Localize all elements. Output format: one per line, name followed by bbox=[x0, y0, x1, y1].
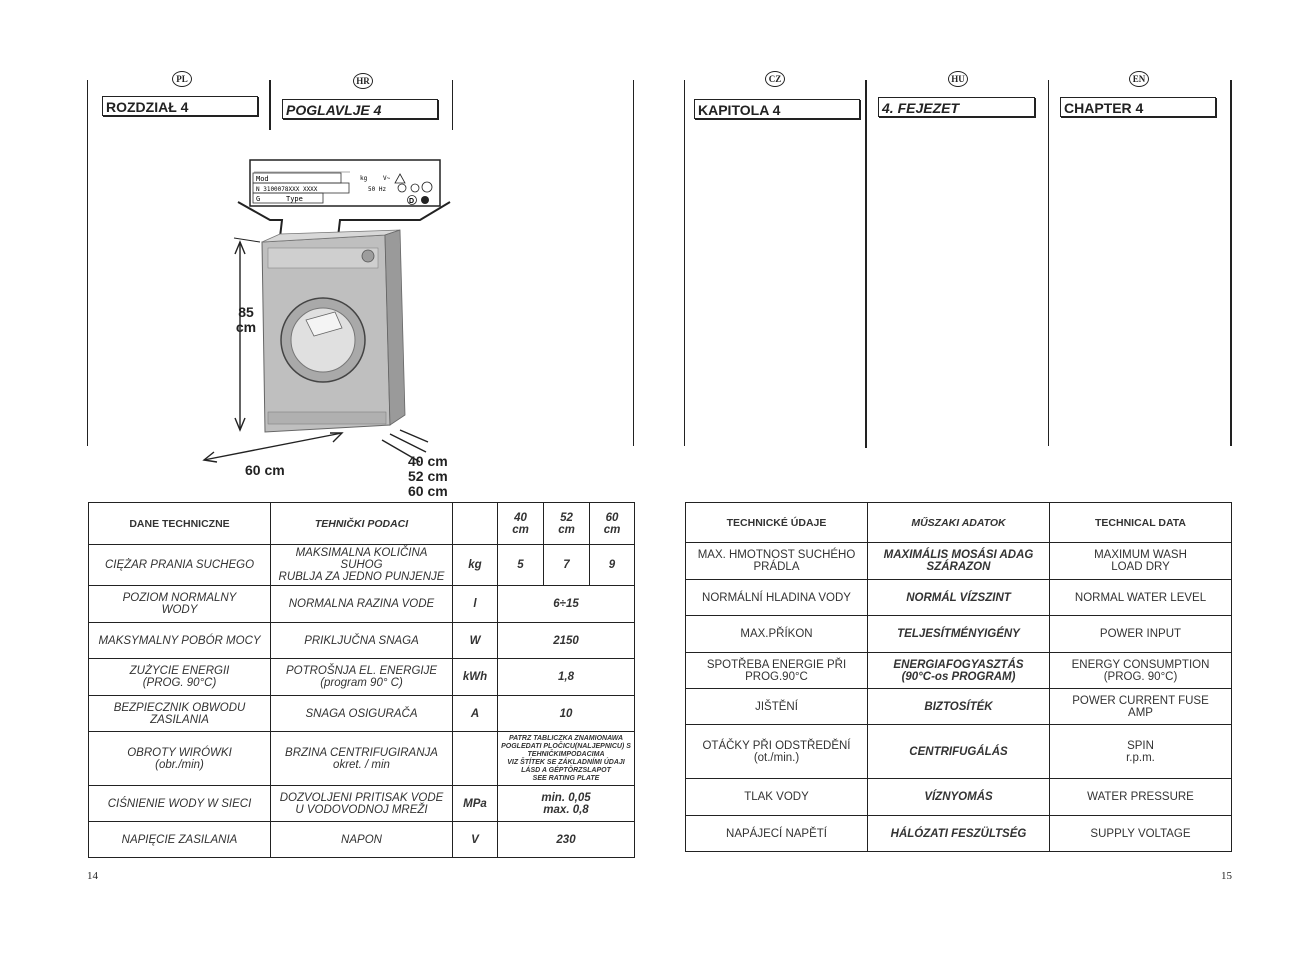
cell-hu: CENTRIFUGÁLÁS bbox=[868, 725, 1050, 779]
cell-value: 7 bbox=[544, 545, 590, 586]
table-header-row bbox=[686, 503, 1232, 543]
cell-hu: ENERGIAFOGYASZTÁS (90°C-os PROGRAM) bbox=[868, 653, 1050, 689]
chapter-heading-hr: POGLAVLJE 4 bbox=[282, 99, 438, 119]
cell-en: NORMAL WATER LEVEL bbox=[1050, 580, 1232, 616]
cell-unit: A bbox=[453, 696, 498, 732]
depth-52: 52 cm bbox=[408, 468, 448, 484]
cell-unit: kg bbox=[453, 545, 498, 586]
cell-cz: NAPÁJECÍ NAPĚTÍ bbox=[686, 816, 868, 852]
header-pl: DANE TECHNICZNE bbox=[89, 503, 271, 545]
table-row bbox=[686, 653, 1232, 689]
header-cz: TECHNICKÉ ÚDAJE bbox=[686, 503, 868, 543]
cell-hu: HÁLÓZATI FESZÜLTSÉG bbox=[868, 816, 1050, 852]
column-rule bbox=[452, 80, 453, 130]
table-row bbox=[89, 659, 635, 696]
plate-hz: 50 Hz bbox=[368, 186, 387, 193]
washing-machine-illustration bbox=[190, 150, 470, 480]
column-rule bbox=[269, 80, 271, 130]
column-rule bbox=[87, 80, 88, 446]
cell-unit: l bbox=[453, 586, 498, 623]
cell-pl: BEZPIECZNIK OBWODU ZASILANIA bbox=[89, 696, 271, 732]
cell-value: 6÷15 bbox=[498, 586, 635, 623]
table-row bbox=[686, 725, 1232, 779]
plate-d-mark: D bbox=[409, 198, 415, 205]
cell-pl: CIŚNIENIE WODY W SIECI bbox=[89, 786, 271, 822]
cell-value: 10 bbox=[498, 696, 635, 732]
cell-en: POWER INPUT bbox=[1050, 616, 1232, 653]
table-row bbox=[89, 822, 635, 858]
cell-cz: MAX.PŘÍKON bbox=[686, 616, 868, 653]
cell-hu: TELJESÍTMÉNYIGÉNY bbox=[868, 616, 1050, 653]
plate-voltage: V~ bbox=[383, 175, 391, 182]
cell-pl: ZUŻYCIE ENERGII (PROG. 90°C) bbox=[89, 659, 271, 696]
cell-hr: DOZVOLJENI PRITISAK VODE U VODOVODNOJ MREŽI bbox=[271, 786, 453, 822]
table-row bbox=[686, 580, 1232, 616]
certification-mark-icon bbox=[422, 182, 432, 192]
cell-en: WATER PRESSURE bbox=[1050, 779, 1232, 816]
table-row bbox=[89, 623, 635, 659]
cell-value: 2150 bbox=[498, 623, 635, 659]
column-rule bbox=[865, 80, 867, 448]
header-40cm: 40 cm bbox=[498, 503, 544, 545]
cell-hr: SNAGA OSIGURAČA bbox=[271, 696, 453, 732]
cell-hr: NAPON bbox=[271, 822, 453, 858]
table-row bbox=[89, 696, 635, 732]
header-en: TECHNICAL DATA bbox=[1050, 503, 1232, 543]
lang-badge-hu: HU bbox=[948, 71, 968, 87]
header-unit bbox=[453, 503, 498, 545]
cell-hu: BIZTOSÍTÉK bbox=[868, 689, 1050, 725]
cell-value: 1,8 bbox=[498, 659, 635, 696]
cell-hr: MAKSIMALNA KOLIČINA SUHOG RUBLJA ZA JEDNO PUNJENJE bbox=[271, 545, 453, 586]
cell-unit: kWh bbox=[453, 659, 498, 696]
plate-type: Type bbox=[286, 195, 303, 203]
cell-hr: NORMALNA RAZINA VODE bbox=[271, 586, 453, 623]
cell-cz: TLAK VODY bbox=[686, 779, 868, 816]
cell-hr: PRIKLJUČNA SNAGA bbox=[271, 623, 453, 659]
header-hr: TEHNIČKI PODACI bbox=[271, 503, 453, 545]
cell-pl: OBROTY WIRÓWKI (obr./min) bbox=[89, 732, 271, 786]
plate-kg: kg bbox=[360, 175, 368, 182]
header-52cm: 52 cm bbox=[544, 503, 590, 545]
depth-dimensions bbox=[408, 454, 448, 499]
header-60cm: 60 cm bbox=[590, 503, 635, 545]
table-row bbox=[89, 732, 635, 786]
cell-hu: NORMÁL VÍZSZINT bbox=[868, 580, 1050, 616]
cell-value: 9 bbox=[590, 545, 635, 586]
plate-mod: Mod bbox=[256, 175, 269, 183]
cell-cz: JIŠTĚNÍ bbox=[686, 689, 868, 725]
chapter-heading-en: CHAPTER 4 bbox=[1060, 97, 1216, 117]
chapter-heading-pl: ROZDZIAŁ 4 bbox=[102, 96, 258, 116]
table-row bbox=[686, 816, 1232, 852]
cell-cz: NORMÁLNÍ HLADINA VODY bbox=[686, 580, 868, 616]
lang-badge-hr: HR bbox=[353, 73, 373, 89]
cell-hu: MAXIMÁLIS MOSÁSI ADAG SZÁRAZON bbox=[868, 543, 1050, 580]
table-row bbox=[89, 586, 635, 623]
cell-cz: MAX. HMOTNOST SUCHÉHO PRÁDLA bbox=[686, 543, 868, 580]
cell-value: min. 0,05 max. 0,8 bbox=[498, 786, 635, 822]
cell-value: 5 bbox=[498, 545, 544, 586]
cell-hr: BRZINA CENTRIFUGIRANJA okret. / min bbox=[271, 732, 453, 786]
chapter-heading-cz: KAPITOLA 4 bbox=[694, 99, 860, 119]
cell-en: SUPPLY VOLTAGE bbox=[1050, 816, 1232, 852]
cell-cz: SPOTŘEBA ENERGIE PŘI PROG.90°C bbox=[686, 653, 868, 689]
cell-pl: MAKSYMALNY POBÓR MOCY bbox=[89, 623, 271, 659]
table-row bbox=[89, 786, 635, 822]
table-row bbox=[686, 616, 1232, 653]
cell-value: 230 bbox=[498, 822, 635, 858]
technical-data-table-cz-hu-en bbox=[685, 502, 1232, 852]
technical-data-table-pl-hr bbox=[88, 502, 635, 858]
cell-en: POWER CURRENT FUSE AMP bbox=[1050, 689, 1232, 725]
lang-badge-cz: CZ bbox=[765, 71, 785, 87]
cell-en: MAXIMUM WASH LOAD DRY bbox=[1050, 543, 1232, 580]
lang-badge-en: EN bbox=[1129, 71, 1149, 87]
plate-g: G bbox=[256, 195, 261, 203]
cell-unit: W bbox=[453, 623, 498, 659]
cell-unit bbox=[453, 732, 498, 786]
column-rule bbox=[684, 80, 685, 446]
lang-badge-pl: PL bbox=[172, 71, 192, 87]
cell-value: PATRZ TABLICZKA ZNAMIONAWA POGLEDATI PLOČICU(NALJEPNICU) S TEHNIČKIMPODACIMA VIZ ŠTÍTEK SE ZÁKLADNÍMI ÚDAJI LÁSD A GÉPTÖRZSLAPOT SEE RATING PLATE bbox=[498, 732, 635, 786]
height-value: 85 bbox=[238, 304, 254, 320]
chapter-heading-hu: 4. FEJEZET bbox=[878, 97, 1035, 117]
column-rule bbox=[633, 80, 634, 446]
table-header-row bbox=[89, 503, 635, 545]
depth-60: 60 cm bbox=[408, 483, 448, 499]
cell-pl: CIĘŻAR PRANIA SUCHEGO bbox=[89, 545, 271, 586]
cell-en: ENERGY CONSUMPTION (PROG. 90°C) bbox=[1050, 653, 1232, 689]
height-unit: cm bbox=[235, 319, 257, 335]
cell-hr: POTROŠNJA EL. ENERGIJE (program 90° C) bbox=[271, 659, 453, 696]
cell-unit: V bbox=[453, 822, 498, 858]
height-dimension bbox=[234, 305, 258, 335]
column-rule bbox=[1230, 80, 1232, 446]
table-row bbox=[686, 689, 1232, 725]
table-row bbox=[686, 543, 1232, 580]
width-dimension: 60 cm bbox=[245, 462, 285, 478]
cell-pl: POZIOM NORMALNY WODY bbox=[89, 586, 271, 623]
table-row bbox=[686, 779, 1232, 816]
column-rule bbox=[1048, 80, 1049, 446]
cell-cz: OTÁČKY PŘI ODSTŘEDĚNÍ (ot./min.) bbox=[686, 725, 868, 779]
page-number-left: 14 bbox=[87, 870, 98, 882]
cell-pl: NAPIĘCIE ZASILANIA bbox=[89, 822, 271, 858]
control-panel bbox=[268, 248, 378, 268]
cell-unit: MPa bbox=[453, 786, 498, 822]
plate-serial: N 3100078XXX XXXX bbox=[256, 186, 318, 193]
depth-40: 40 cm bbox=[408, 453, 448, 469]
cell-hu: VÍZNYOMÁS bbox=[868, 779, 1050, 816]
page-number-right: 15 bbox=[1221, 870, 1232, 882]
table-row bbox=[89, 545, 635, 586]
header-hu: MŰSZAKI ADATOK bbox=[868, 503, 1050, 543]
cell-en: SPIN r.p.m. bbox=[1050, 725, 1232, 779]
program-dial-icon bbox=[362, 250, 374, 262]
